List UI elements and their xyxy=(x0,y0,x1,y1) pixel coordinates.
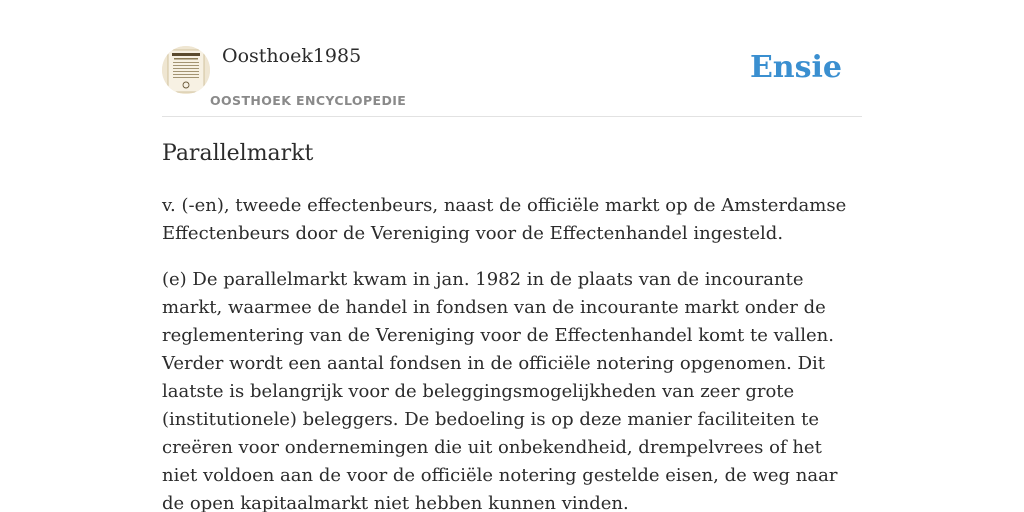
page-title: Parallelmarkt xyxy=(162,141,314,166)
username-link[interactable]: Oosthoek1985 xyxy=(222,45,362,67)
source-subtitle: OOSTHOEK ENCYCLOPEDIE xyxy=(210,93,407,108)
header xyxy=(162,0,862,117)
encyclopedia-title-page-icon xyxy=(162,46,210,94)
brand-logo[interactable]: Ensie xyxy=(749,50,842,85)
definition-paragraph: v. (-en), tweede effectenbeurs, naast de officiële markt op de Amsterdamse Effectenbeurs door de Vereniging voor de Effectenhandel ingesteld. xyxy=(162,195,847,244)
avatar[interactable] xyxy=(162,46,210,94)
explanation-paragraph: (e) De parallelmarkt kwam in jan. 1982 in de plaats van de incourante markt, waarmee de handel in fondsen van de incourante markt onder de reglementering van de Vereniging voor de Effectenhandel komt te vallen. Verder wordt een aantal fondsen in de officiële notering opgenomen. Dit laatste is belangrijk voor de beleggingsmogelijkheden van zeer grote (institutionele) beleggers. De bedoeling is op deze manier faciliteiten te creëren voor ondernemingen die uit onbekendheid, drempelvrees of het niet voldoen aan de voor de officiële notering gestelde eisen, de weg naar de open kapitaalmarkt niet hebben kunnen vinden. xyxy=(162,269,838,512)
article xyxy=(162,138,862,512)
